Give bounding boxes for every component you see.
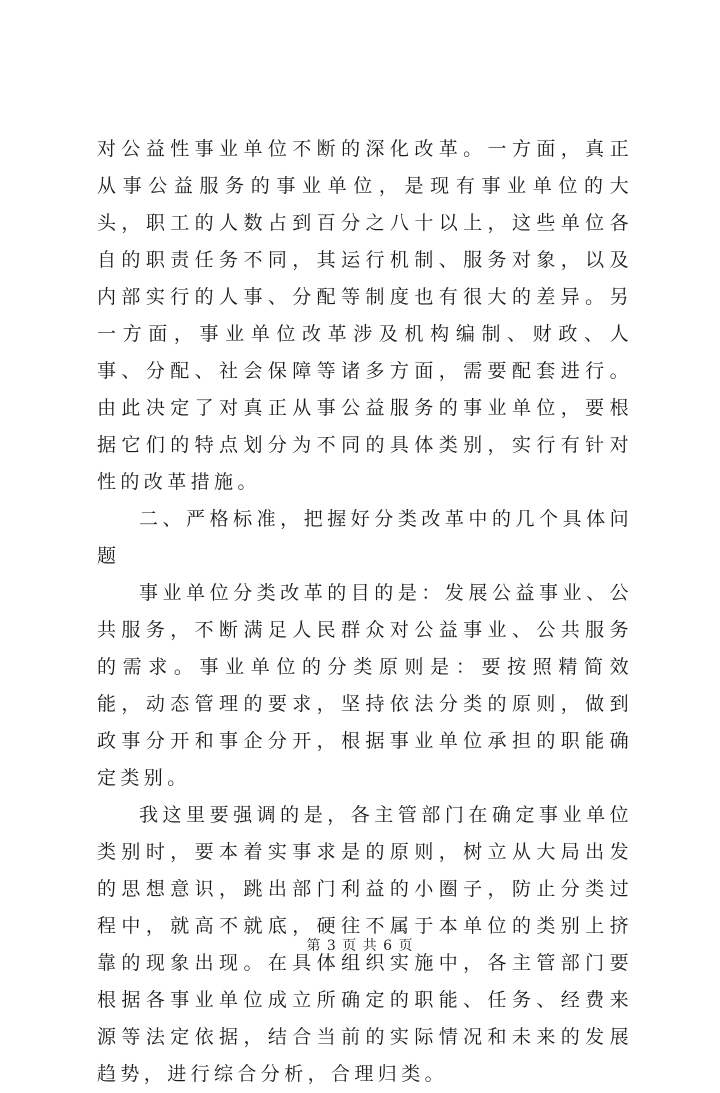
paragraph-emphasis: 我这里要强调的是，各主管部门在确定事业单位类别时，要本着实事求是的原则，树立从大局出发的思想意识，跳出部门利益的小圈子，防止分类过程中，就高不就底，硬往不属于本单位的类别上挤靠的现象出现。在具体组织实施中，各主管部门要根据各事业单位成立所确定的职能、任务、经费来源等法定依据，结合当前的实际情况和未来的发展趋势，进行综合分析，合理归类。 (97, 804, 633, 1085)
section-heading: 二、严格标准，把握好分类改革中的几个具体问题 (97, 508, 633, 567)
page-number-footer: 第 3 页 共 6 页 (306, 938, 414, 954)
paragraph-purpose: 事业单位分类改革的目的是：发展公益事业、公共服务，不断满足人民群众对公益事业、公共服务的需求。事业单位的分类原则是：要按照精简效能，动态管理的要求，坚持依法分类的原则，做到政事分开和事企分开，根据事业单位承担的职能确定类别。 (97, 582, 633, 789)
paragraph-continued: 对公益性事业单位不断的深化改革。一方面，真正从事公益服务的事业单位，是现有事业单位的大头，职工的人数占到百分之八十以上，这些单位各自的职责任务不同，其运行机制、服务对象，以及内部实行的人事、分配等制度也有很大的差异。另一方面，事业单位改革涉及机构编制、财政、人事、分配、社会保障等诸多方面，需要配套进行。由此决定了对真正从事公益服务的事业单位，要根据它们的特点划分为不同的具体类别，实行有针对性的改革措施。 (97, 138, 633, 493)
